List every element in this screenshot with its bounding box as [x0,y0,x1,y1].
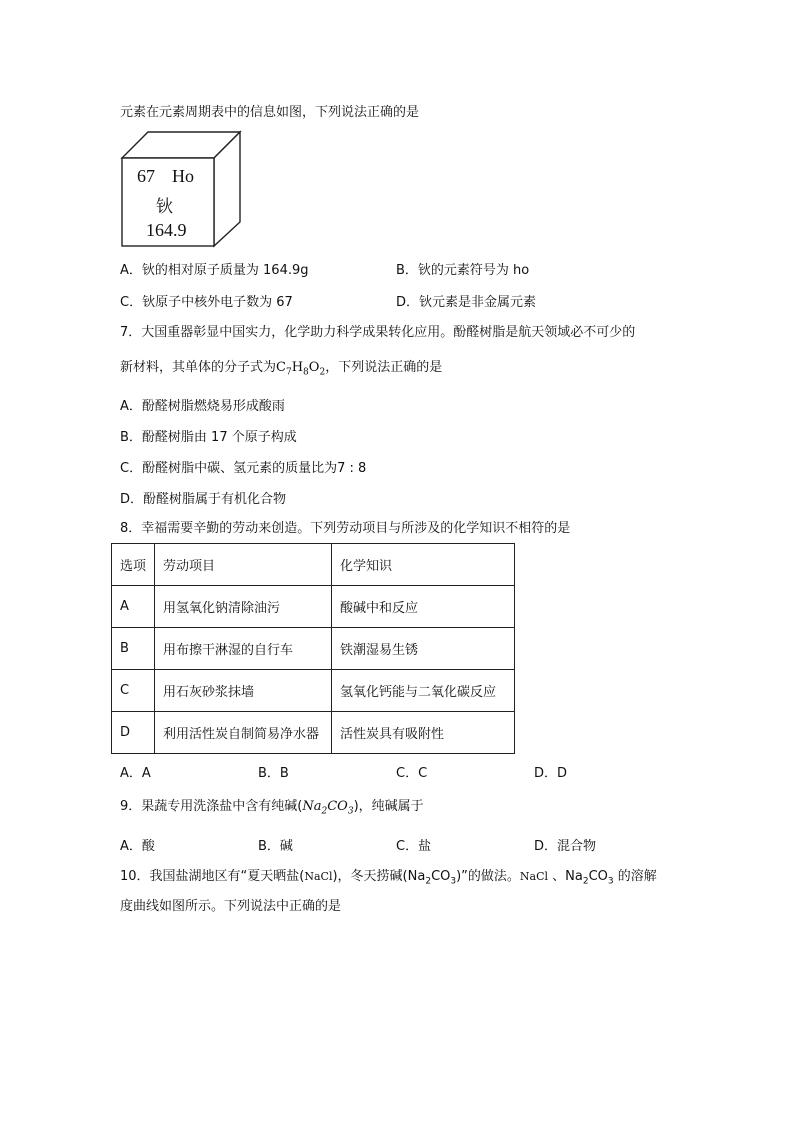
table-row [112,712,515,754]
q7-option-d: D．酚醛树脂属于有机化合物 [120,492,287,507]
q10-sub-2b: 2 [582,876,589,887]
q10-sep: 、Na [548,869,583,884]
table-header-cell: 劳动项目 [155,544,332,586]
q9-option-a: A．酸 [120,839,155,854]
formula-na-sub: 2 [321,806,328,817]
q7-formula [276,360,326,378]
q9-option-c: C．盐 [396,839,432,854]
q7-stem-line2 [120,359,442,382]
table-row [112,628,515,670]
element-tile [120,130,242,250]
table-header-row [112,544,515,586]
atomic-mass: 164.9 [146,220,187,240]
table-cell: 用石灰砂浆抹墙 [155,670,332,712]
atomic-number: 67 [137,166,155,186]
q8-option-c: C．C [396,766,428,781]
q9-option-d: D．混合物 [534,839,597,854]
q8-stem: 8．幸福需要辛勤的劳动来创造。下列劳动项目与所涉及的化学知识不相符的是 [120,521,571,536]
formula-co-sub: 3 [347,806,354,817]
table-cell: C [112,670,155,712]
element-name: 钬 [156,197,173,217]
q10-stem-line1 [120,868,657,891]
q8-option-a: A．A [120,766,151,781]
q10-text-a: 10．我国盐湖地区有“夏天晒盐( [120,869,305,884]
table-cell: B [112,628,155,670]
q9-stem-prefix: 9．果蔬专用洗涤盐中含有纯碱( [120,799,303,814]
formula-o: O [308,360,320,375]
q7-stem-suffix: ，下列说法正确的是 [325,360,443,375]
table-cell: 活性炭具有吸附性 [332,712,515,754]
q6-option-b: B．钬的元素符号为 ho [396,263,530,278]
q10-text-d: 的溶解 [613,869,657,884]
q6-option-a: A．钬的相对原子质量为 164.9g [120,263,309,278]
q6-option-d: D．钬元素是非金属元素 [396,295,537,310]
q7-stem-line1: 7．大国重器彰显中国实力，化学助力科学成果转化应用。酚醛树脂是航天领域必不可少的 [120,325,636,340]
q10-text-c: )”的做法。 [456,869,520,884]
table-cell: 用氢氧化钠清除油污 [155,586,332,628]
q6-stem: 元素在元素周期表中的信息如图，下列说法正确的是 [120,105,420,120]
formula-o-sub: 2 [319,367,326,378]
formula-na: Na [302,799,322,814]
table-cell: 铁潮湿易生锈 [332,628,515,670]
q9-stem-suffix: )，纯碱属于 [353,799,424,814]
formula-c: C [276,360,286,375]
q9-stem [120,798,424,821]
table-row [112,586,515,628]
q6-option-c: C．钬原子中核外电子数为 67 [120,295,293,310]
table-cell: 用布擦干淋湿的自行车 [155,628,332,670]
q8-option-b: B．B [258,766,289,781]
q8-table [111,543,515,754]
q10-text-b: )，冬天捞碱(Na [332,869,426,884]
q9-option-b: B．碱 [258,839,293,854]
q10-nacl-1: NaCl [304,870,333,883]
formula-co: CO [327,799,348,814]
q9-formula [302,799,354,817]
table-header-cell: 选项 [112,544,155,586]
formula-h: H [291,360,304,375]
q10-sub-3: 3 [450,876,457,887]
table-cell: 利用活性炭自制简易净水器 [155,712,332,754]
formula-h-sub: 8 [303,367,309,378]
formula-c-sub: 7 [285,367,292,378]
q10-co: CO [431,869,451,884]
table-header-cell: 化学知识 [332,544,515,586]
q10-sub-3b: 3 [607,876,614,887]
table-cell: D [112,712,155,754]
q10-sub-2: 2 [425,876,432,887]
q7-option-b: B．酚醛树脂由 17 个原子构成 [120,430,297,445]
table-cell: 酸碱中和反应 [332,586,515,628]
element-symbol: Ho [172,166,194,186]
q7-stem-prefix: 新材料，其单体的分子式为 [120,360,277,375]
q7-option-a: A．酚醛树脂燃烧易形成酸雨 [120,399,285,414]
table-cell: 氢氧化钙能与二氧化碳反应 [332,670,515,712]
q8-option-d: D．D [534,766,568,781]
q10-co-2: CO [588,869,608,884]
q10-stem-line2: 度曲线如图所示。下列说法中正确的是 [120,899,342,914]
q10-nacl-2: NaCl [519,870,549,883]
table-cell: A [112,586,155,628]
q7-option-c: C．酚醛树脂中碳、氢元素的质量比为7 : 8 [120,461,367,476]
table-row [112,670,515,712]
